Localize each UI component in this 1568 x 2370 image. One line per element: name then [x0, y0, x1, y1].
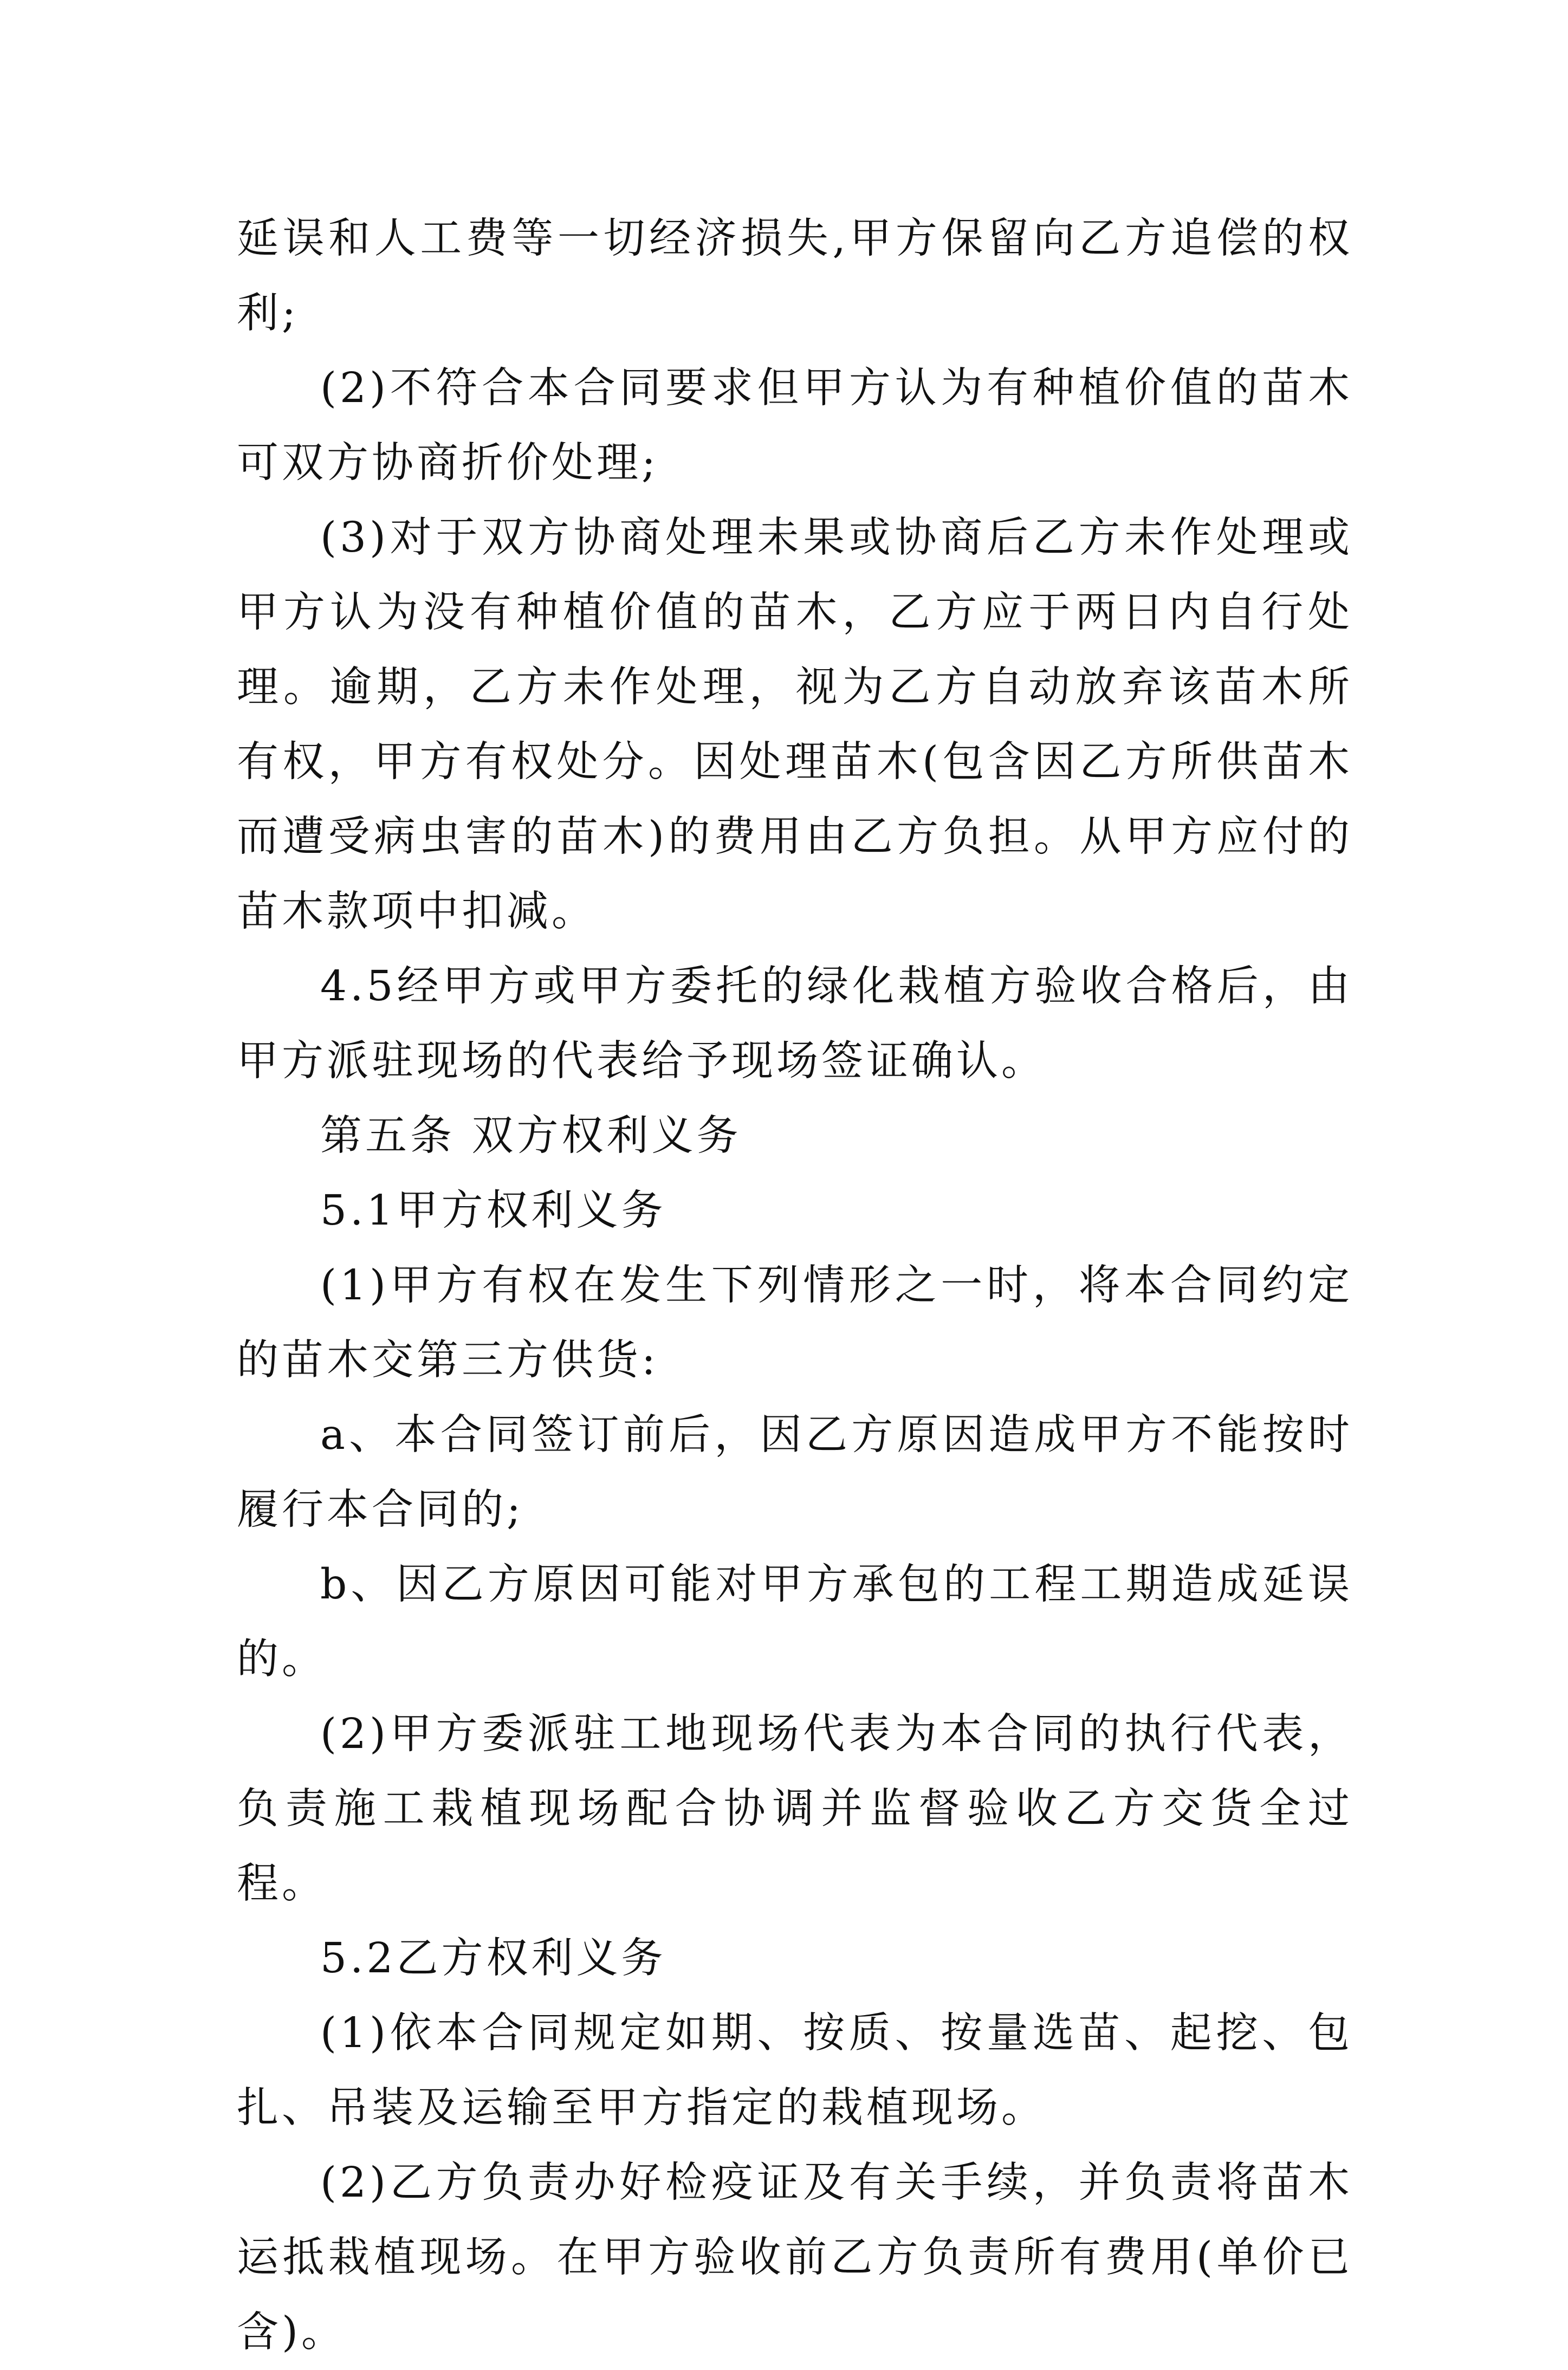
paragraph-site-representative: (2)甲方委派驻工地现场代表为本合同的执行代表，负责施工栽植现场配合协调并监督验收乙方交货全过程。 — [237, 1710, 1353, 1908]
paragraph-quarantine-duties: (2)乙方负责办好检疫证及有关手续，并负责将苗木运抵栽植现场。在甲方验收前乙方负责所有费用(单价已含)。 — [237, 2159, 1353, 2356]
paragraph-disposal-terms: (3)对于双方协商处理未果或协商后乙方未作处理或甲方认为没有种植价值的苗木，乙方应于两日内自行处理。逾期，乙方未作处理，视为乙方自动放弃该苗木所有权，甲方有权处分。因处理苗木(包含因乙方所供苗木而遭受病虫害的苗木)的费用由乙方负担。从甲方应付的苗木款项中扣减。 — [237, 514, 1353, 936]
paragraph-third-party-supply: (1)甲方有权在发生下列情形之一时，将本合同约定的苗木交第三方供货: — [237, 1261, 1353, 1384]
list-item-b: b、因乙方原因可能对甲方承包的工程工期造成延误的。 — [237, 1560, 1353, 1683]
article-5-heading: 第五条 双方权利义务 — [320, 1112, 742, 1160]
list-item-a: a、本合同签订前后，因乙方原因造成甲方不能按时履行本合同的; — [237, 1411, 1353, 1534]
section-5-1-heading: 5.1甲方权利义务 — [320, 1187, 666, 1235]
paragraph-acceptance-4-5: 4.5经甲方或甲方委托的绿化栽植方验收合格后，由甲方派驻现场的代表给予现场签证确认。 — [237, 962, 1353, 1085]
document-body — [237, 202, 1353, 2370]
section-5-2-heading: 5.2乙方权利义务 — [320, 1934, 666, 1983]
paragraph-loss-claim: 延误和人工费等一切经济损失,甲方保留向乙方追偿的权利; — [237, 215, 1353, 338]
paragraph-supply-duties: (1)依本合同规定如期、按质、按量选苗、起挖、包扎、吊装及运输至甲方指定的栽植现场。 — [237, 2009, 1353, 2132]
paragraph-discount-negotiation: (2)不符合本合同要求但甲方认为有种植价值的苗木可双方协商折价处理; — [237, 364, 1353, 487]
